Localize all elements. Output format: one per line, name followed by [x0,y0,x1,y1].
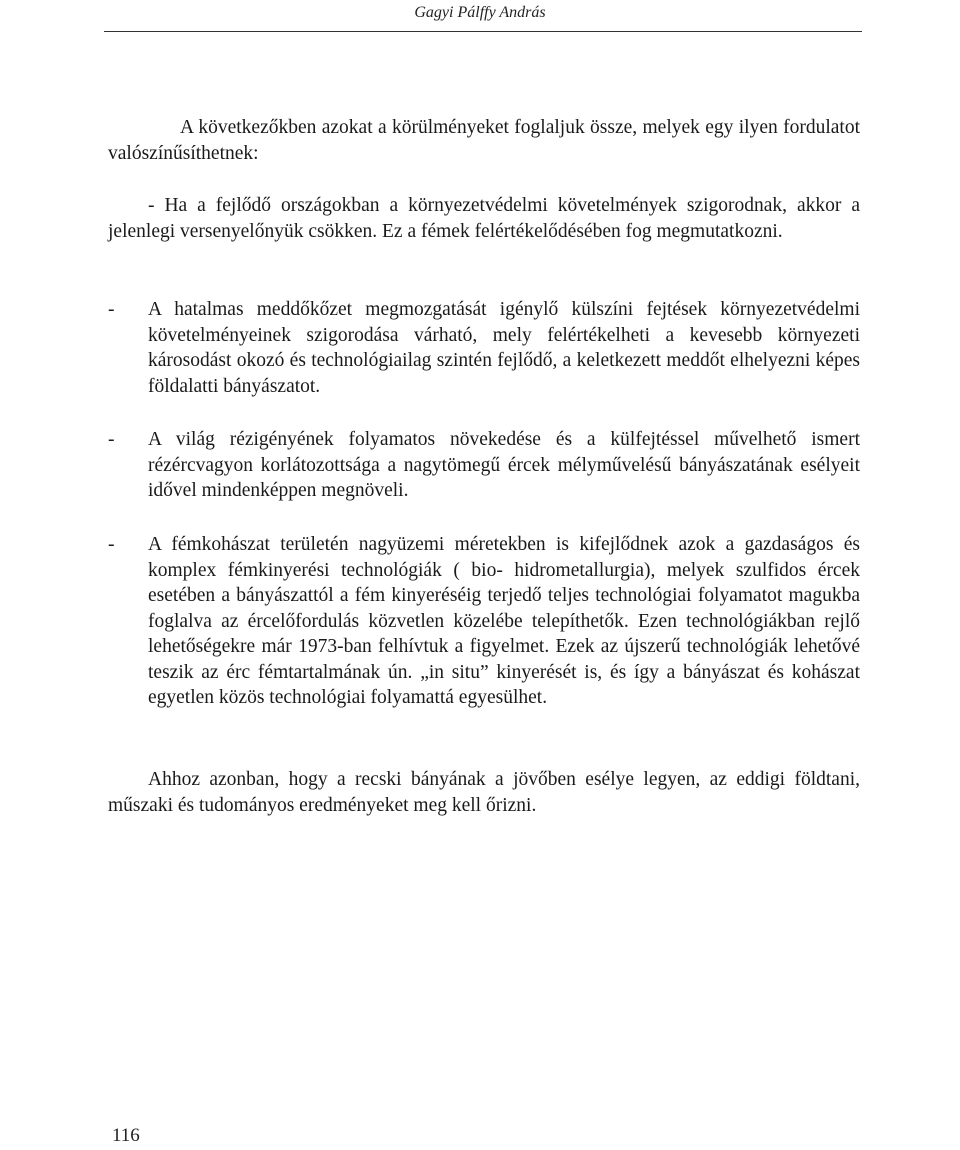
list-dash: - [148,195,155,216]
list-item-text: A hatalmas meddőkőzet megmozgatását igénylő külszíni fejtések környezetvédelmi követelményeinek szigorodása várható, mely felértékelheti a kevesebb környezeti károsodást okozó és technológiailag szintén fejlődő, a keletkezett meddőt elhelyezni képes földalatti bányászatot. [148,299,860,397]
list-item-text: Ha a fejlődő országokban a környezetvédelmi követelmények szigorodnak, akkor a jelenlegi versenyelőnyük csökken. Ez a fémek felértékelődésében fog megmutatkozni. [108,195,860,242]
header-rule [104,31,862,32]
list-item-text: A fémkohászat területén nagyüzemi méretekben is kifejlődnek azok a gazdaságos és komplex fémkinyerési technológiák ( bio- hidrometallurgia), melyek szulfidos ércek esetében a bányászattól a fém kinyeréséig terjedő teljes technológiai folyamatot magukba foglalva az ércelőfordulás közvetlen közelébe telepíthetők. Ezen technológiákban rejlő lehetőségekre már 1973-ban felhívtuk a figyelmet. Ezek az újszerű technológiák lehetővé teszik az érc fémtartalmának ún. „in situ” kinyerését is, és így a bányászat és kohászat egyetlen közös technológiai folyamattá egyesülhet. [148,534,860,708]
list-item [108,427,860,504]
list-item-text: A világ rézigényének folyamatos növekedése és a külfejtéssel művelhető ismert rézércvagyon korlátozottsága a nagytömegű ércek mélyművelésű bányászatának esélyeit idővel mindenképpen megnöveli. [148,429,860,501]
list-item [108,532,860,711]
list-item [108,297,860,399]
page-number: 116 [112,1125,140,1146]
closing-paragraph: Ahhoz azonban, hogy a recski bányának a jövőben esélye legyen, az eddigi földtani, műszaki és tudományos eredményeket meg kell őrizni. [108,769,860,816]
list-dash: - [108,534,115,555]
list-dash: - [108,429,115,450]
intro-paragraph: A következőkben azokat a körülményeket foglaljuk össze, melyek egy ilyen fordulatot valószínűsíthetnek: [108,117,860,164]
running-head: Gagyi Pálffy András [414,4,546,21]
list-dash: - [108,299,115,320]
list-item [108,193,860,244]
